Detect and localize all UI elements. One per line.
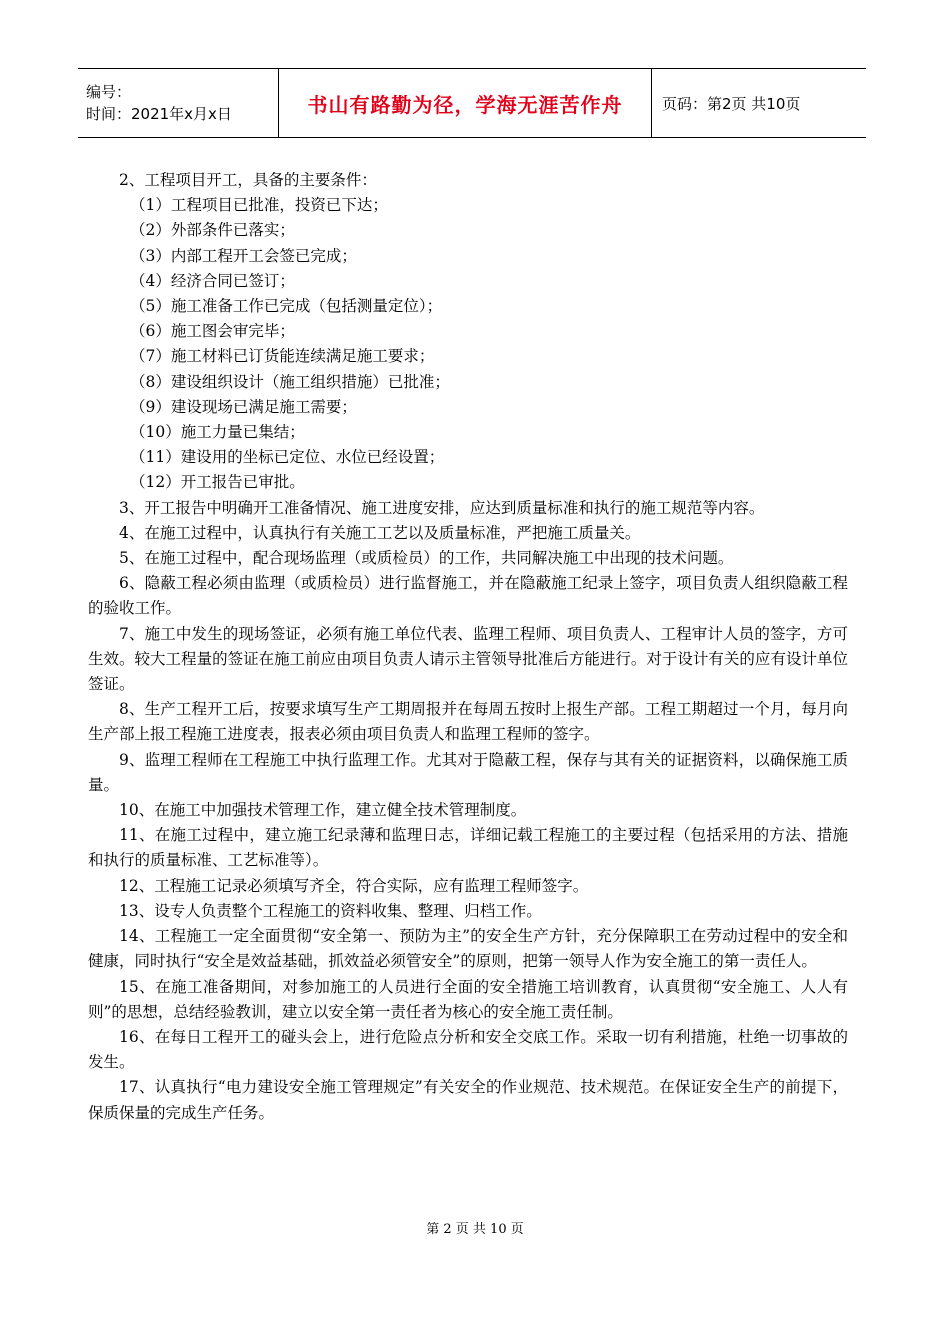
page-header bbox=[78, 68, 866, 138]
condition-item: （7）施工材料已订货能连续满足施工要求； bbox=[130, 347, 435, 366]
condition-item: （10）施工力量已集结； bbox=[130, 423, 305, 442]
paragraph-5: 5、在施工过程中，配合现场监理（或质检员）的工作，共同解决施工中出现的技术问题。 bbox=[119, 549, 734, 568]
paragraph-17: 17、认真执行“电力建设安全施工管理规定”有关安全的作业规范、技术规范。在保证安全生产的前提下，保质保量的完成生产任务。 bbox=[88, 1078, 848, 1122]
paragraph-9: 9、监理工程师在工程施工中执行监理工作。尤其对于隐蔽工程，保存与其有关的证据资料，以确保施工质量。 bbox=[88, 750, 848, 794]
condition-item: （4）经济合同已签订； bbox=[130, 271, 295, 290]
paragraph-6: 6、隐蔽工程必须由监理（或质检员）进行监督施工，并在隐蔽施工纪录上签字，项目负责人组织隐蔽工程的验收工作。 bbox=[88, 574, 848, 618]
paragraph-8: 8、生产工程开工后，按要求填写生产工期周报并在每周五按时上报生产部。工程工期超过一个月，每月向生产部上报工程施工进度表，报表必须由项目负责人和监理工程师的签字。 bbox=[88, 700, 848, 744]
condition-item: （1）工程项目已批准，投资已下达； bbox=[130, 196, 388, 215]
document-body bbox=[88, 168, 848, 1126]
paragraph-4: 4、在施工过程中，认真执行有关施工工艺以及质量标准，严把施工质量关。 bbox=[119, 523, 641, 542]
condition-item: （3）内部工程开工会签已完成； bbox=[130, 246, 357, 265]
paragraph-7: 7、施工中发生的现场签证，必须有施工单位代表、监理工程师、项目负责人、工程审计人员的签字，方可生效。较大工程量的签证在施工前应由项目负责人请示主管领导批准后方能进行。对于设计有关的应有设计单位签证。 bbox=[88, 624, 848, 694]
paragraph-16: 16、在每日工程开工的碰头会上，进行危险点分析和安全交底工作。采取一切有利措施，杜绝一切事故的发生。 bbox=[88, 1027, 848, 1072]
header-meta bbox=[78, 69, 279, 137]
header-motto: 书山有路勤为径，学海无涯苦作舟 bbox=[279, 69, 652, 137]
condition-item: （12）开工报告已审批。 bbox=[130, 473, 305, 492]
condition-item: （8）建设组织设计（施工组织措施）已批准； bbox=[130, 372, 450, 391]
page-footer: 第 2 页 共 10 页 bbox=[426, 1222, 524, 1237]
condition-item: （9）建设现场已满足施工需要； bbox=[130, 397, 357, 416]
paragraph-14: 14、工程施工一定全面贯彻“安全第一、预防为主”的安全生产方针，充分保障职工在劳动过程中的安全和健康，同时执行“安全是效益基础，抓效益必须管安全”的原则，把第一领导人作为安全施工的第一责任人。 bbox=[88, 927, 848, 971]
condition-item: （6）施工图会审完毕； bbox=[130, 322, 295, 341]
paragraph-15: 15、在施工准备期间，对参加施工的人员进行全面的安全措施工培训教育，认真贯彻“安全施工、人人有则”的思想，总结经验教训，建立以安全第一责任者为核心的安全施工责任制。 bbox=[88, 977, 848, 1021]
document-number-label: 编号： bbox=[86, 83, 132, 101]
paragraph-11: 11、在施工过程中，建立施工纪录薄和监理日志，详细记载工程施工的主要过程（包括采用的方法、措施和执行的质量标准、工艺标准等）。 bbox=[88, 826, 848, 870]
paragraph-13: 13、设专人负责整个工程施工的资料收集、整理、归档工作。 bbox=[119, 901, 542, 920]
paragraph-12: 12、工程施工记录必须填写齐全，符合实际，应有监理工程师签字。 bbox=[119, 876, 589, 895]
paragraph-2: 2、工程项目开工，具备的主要条件： bbox=[119, 171, 377, 189]
document-date: 时间：2021年x月x日 bbox=[86, 105, 232, 123]
condition-item: （2）外部条件已落实； bbox=[130, 221, 295, 240]
header-page-info: 页码：第2页 共10页 bbox=[662, 94, 801, 113]
condition-item: （11）建设用的坐标已定位、水位已经设置； bbox=[130, 448, 445, 467]
paragraph-10: 10、在施工中加强技术管理工作，建立健全技术管理制度。 bbox=[119, 801, 527, 820]
condition-item: （5）施工准备工作已完成（包括测量定位）； bbox=[130, 297, 443, 316]
paragraph-3: 3、开工报告中明确开工准备情况、施工进度安排，应达到质量标准和执行的施工规范等内容。 bbox=[119, 498, 765, 517]
